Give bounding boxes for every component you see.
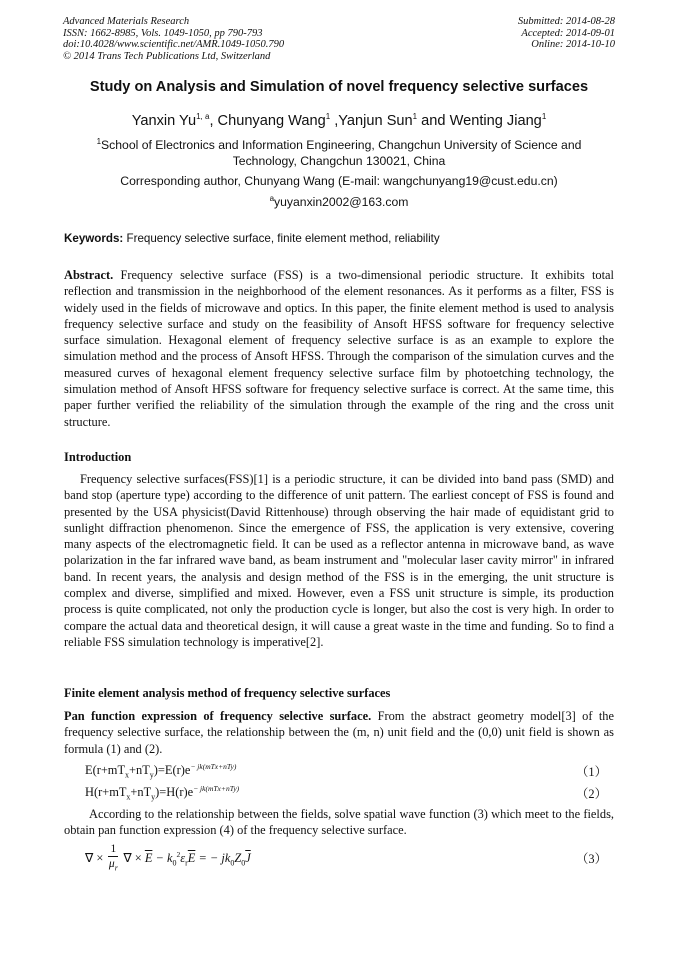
pan-function-paragraph (64, 708, 614, 757)
equation-3 (85, 843, 615, 879)
doi-line: doi:10.4028/www.scientific.net/AMR.1049-1050.790 (63, 39, 285, 51)
eq3-mu-sub: r (114, 863, 118, 873)
section-heading-introduction: Introduction (64, 450, 132, 464)
eq3-curl: ∇ × (85, 851, 104, 865)
equation-number: （1） (576, 765, 607, 779)
online-date: Online: 2014-10-10 (531, 39, 615, 51)
dates-header (518, 16, 615, 51)
eq2-sub-y: y (151, 792, 156, 802)
affiliation-text: School of Electronics and Information Engineering, Changchun University of Science and Technology, Changchun 130021, China (101, 138, 582, 168)
eq3-k-sub: 0 (172, 858, 177, 868)
keywords-label: Keywords: (64, 232, 124, 245)
eq1-lhs: E(r+mT (85, 763, 126, 778)
eq1-exponent: − jk(mTx+nTy) (190, 762, 237, 771)
abstract-label: Abstract. (64, 268, 114, 282)
affiliation-mark: 1 (96, 136, 102, 146)
eq3-curl-2: ∇ × (123, 851, 145, 865)
abstract-text: Frequency selective surface (FSS) is a two-dimensional periodic structure. It exhibits total reflection and transmission in the neighborhood of the element resonances. As it performs as a filter, FSS is widely used in the fields of microwave and optics. In this paper, the finite element method is used to analysis frequency selective surface and study on the feasibility of Ansoft HFSS software for frequency selective surface simulation. Hexagonal element of frequency selective surface is as an example to explore the simulation method and the process of Ansoft HFSS. Through the comparison of the simulation curves and the measured curves of hexagonal element frequency selective surface film by photoetching technology, the simulation method of Ansoft HFSS software for frequency selective surface is correct. At the same time, this paper further verified the reliability of the simulation through the example of the ring and the cross unit structure. (64, 268, 614, 429)
eq3-J-vector: $\overline{J}$ (245, 851, 251, 865)
submitted-date: Submitted: 2014-08-28 (517, 16, 615, 27)
eq2-lhs: H(r+mT (85, 785, 127, 800)
copyright-line: © 2014 Trans Tech Publications Ltd, Switzerland (63, 50, 271, 62)
journal-name: Advanced Materials Research (63, 16, 190, 27)
abstract (64, 267, 614, 430)
eq2-exponent: − jk(mTx+nTy) (193, 784, 240, 793)
author-affiliation-mark: 1 (541, 112, 547, 122)
issn-line: ISSN: 1662-8985, Vols. 1049-1050, pp 790-793 (63, 27, 263, 39)
eq3-Z-sub: 0 (241, 858, 246, 868)
eq3-fraction (108, 843, 118, 875)
eq3-equals-jk: = − jk (195, 851, 231, 865)
eq3-E-vector-2: $\overline{E}$ (187, 851, 196, 865)
eq3-frac-denominator (108, 857, 118, 875)
author-email (40, 195, 638, 209)
author-name: and Wenting Jiang (417, 113, 542, 129)
eq2-mid: +nT (130, 785, 152, 800)
equation-number: （3） (576, 852, 607, 866)
equation-1 (85, 762, 615, 780)
eq2-sub-x: x (126, 792, 131, 802)
eq3-eps-sub: r (185, 858, 188, 868)
author-affiliation-mark: 1, a (196, 112, 210, 122)
author-name: ,Yanjun Sun (330, 113, 413, 129)
affiliation (82, 137, 596, 169)
eq3-Z: Z (234, 851, 242, 865)
keywords (64, 232, 616, 245)
eq1-sub-y: y (149, 770, 154, 780)
pan-function-label: Pan function expression of frequency selective surface. (64, 709, 372, 723)
author-affiliation-mark: 1 (412, 112, 418, 122)
equation-2 (85, 784, 615, 802)
eq3-mu: μ (108, 858, 115, 870)
keywords-text: Frequency selective surface, finite element method, reliability (123, 232, 440, 245)
eq3-epsilon: ε (180, 851, 186, 865)
accepted-date: Accepted: 2014-09-01 (521, 27, 615, 39)
section-heading-fem: Finite element analysis method of frequency selective surfaces (64, 686, 391, 700)
eq3-E-vector: $\overline{E}$ (144, 851, 153, 865)
eq1-mid: +nT (129, 763, 150, 778)
eq3-k-sup: 2 (176, 849, 181, 859)
eq3-frac-numerator: 1 (110, 843, 117, 855)
introduction-paragraph: Frequency selective surfaces(FSS)[1] is a periodic structure, it can be divided into band pass (SMD) and band stop (aperture type) according to the difference of unit pattern. The earliest concept of FSS is found and presented by the USA physicist(David Rittenhouse) through observing the hair made of equidistant grid to sunlight diffraction phenomenon. Since the emergence of FSS, the application is very extensive, covering many aspects of the electromagnetic field. It can be used as a reflector antenna in microwave band, as wave polarization in the far infrared wave band, as beam instrument and "molecular laser cavity mirror" in infrared band. In recent years, the analysis and design method of the FSS is in the emerging, the unit structure is complex and diverse, simplified and mixed. However, even a FSS unit structure is simple, its production process is quite complicated, not only the production cycle is longer, but also the cost is very high. In order to compare the actual data and theoretical design, it will cause a great waste in the time and funding. So to find a reliable FSS simulation technology is imperative[2]. (64, 472, 614, 649)
eq1-rhs: )=E(r)e (153, 763, 191, 778)
author-list (40, 113, 638, 129)
author-name: Yanxin Yu (131, 113, 197, 129)
author-affiliation-mark: 1 (325, 112, 331, 122)
email-text: yuyanxin2002@163.com (274, 195, 409, 209)
eq3-k2-sub: 0 (230, 858, 235, 868)
eq3-k: − k (152, 851, 173, 865)
paper-title: Study on Analysis and Simulation of novel frequency selective surfaces (89, 79, 589, 95)
eq1-sub-x: x (125, 770, 130, 780)
corresponding-author: Corresponding author, Chunyang Wang (E-mail: wangchunyang19@cust.edu.cn) (120, 174, 558, 188)
pan-function-paragraph-2: According to the relationship between the fields, solve spatial wave function (3) which meet to the fields, obtain pan function expression (4) of the frequency selective surface. (64, 807, 614, 838)
journal-header (63, 16, 284, 62)
email-mark: a (269, 193, 275, 203)
eq2-rhs: )=H(r)e (155, 785, 194, 800)
pan-function-text: From the abstract geometry model[3] of the frequency selective surface, the relationship between the (m, n) unit field and the (0,0) unit field is shown as formula (1) and (2). (64, 709, 614, 756)
equation-number: （2） (576, 787, 607, 801)
author-name: , Chunyang Wang (209, 113, 326, 129)
